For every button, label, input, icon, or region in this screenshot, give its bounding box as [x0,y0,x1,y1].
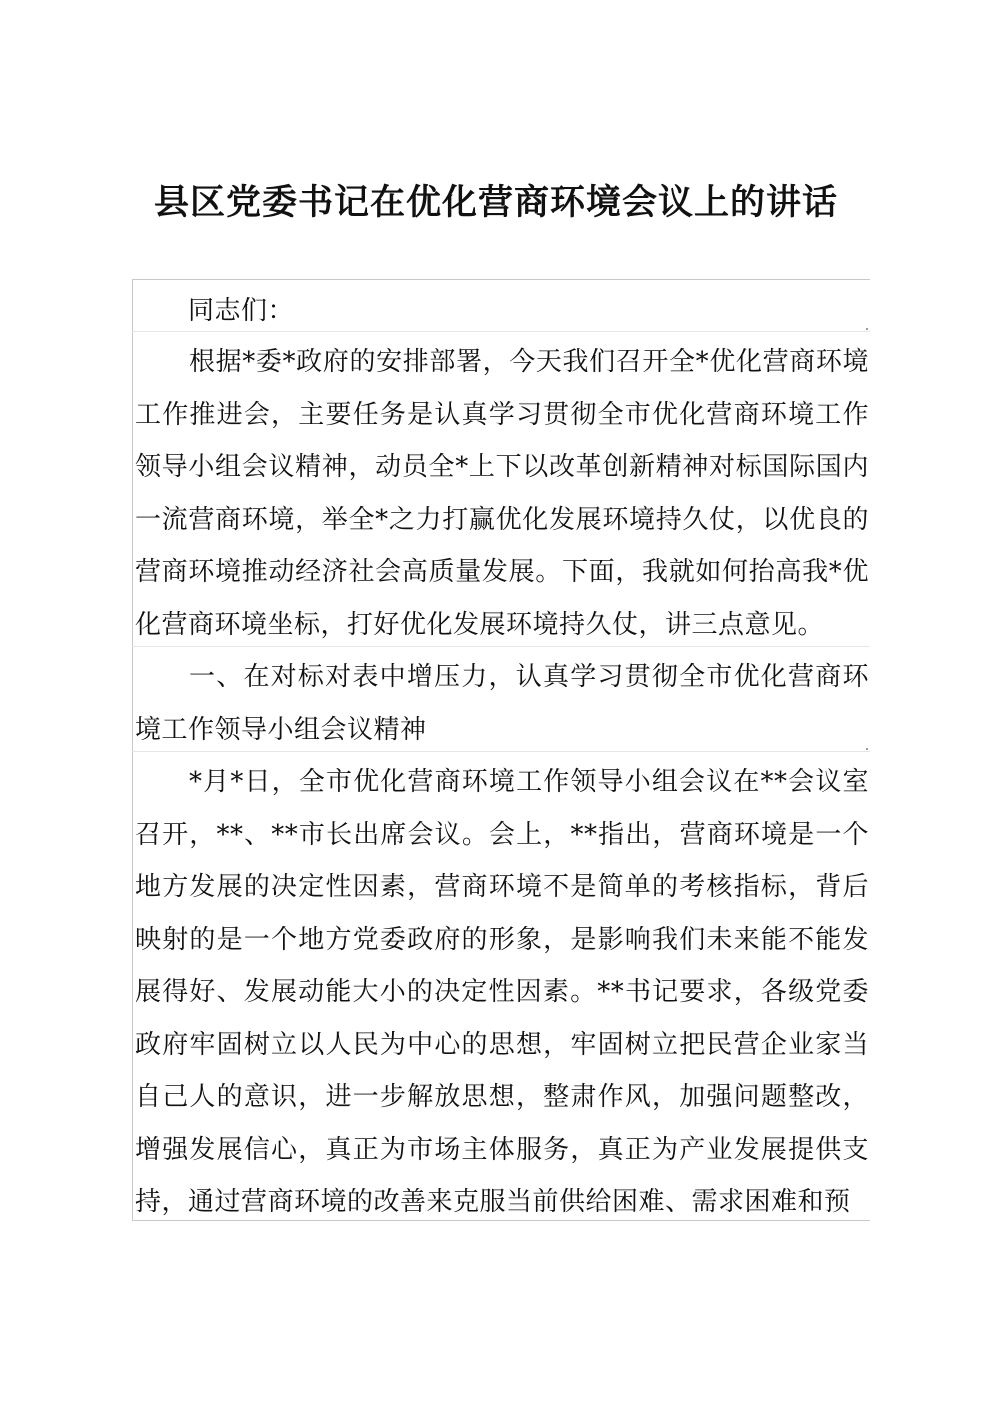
frame-left-line [132,279,133,1221]
greeting-text: 同志们： [188,296,295,326]
body-paragraph: *月*日，全市优化营商环境工作领导小组会议在**会议室召开，**、**市长出席会议。会上，**指出，营商环境是一个地方发展的决定性因素，营商环境不是简单的考核指标，背后映射的是一个地方党委政府的形象，是影响我们未来能不能发展得好、发展动能大小的决定性因素。**书记要求，各级党委政府牢固树立以人民为中心的思想，牢固树立把民营企业家当自己人的意识，进一步解放思想，整肃作风，加强问题整改，增强发展信心，真正为市场主体服务，真正为产业发展提供支持，通过营商环境的改善来克服当前供给困难、需求困难和预 [135,767,869,1217]
document-title: 县区党委书记在优化营商环境会议上的讲话 [153,182,838,223]
scan-dot [866,328,868,330]
frame-bottom-line [132,1220,870,1221]
body-paragraph: 根据*委*政府的安排部署，今天我们召开全*优化营商环境工作推进会，主要任务是认真学习贯彻全市优化营商环境工作领导小组会议精神，动员全*上下以改革创新精神对标国际国内一流营商环境，举全*之力打赢优化发展环境持久仗，以优良的营商环境推动经济社会高质量发展。下面，我就如何抬高我*优化营商环境坐标，打好优化发展环境持久仗，讲三点意见。 [135,347,869,640]
section-heading: 一、在对标对表中增压力，认真学习贯彻全市优化营商环境工作领导小组会议精神 [135,662,869,745]
frame-top-line [132,279,870,280]
